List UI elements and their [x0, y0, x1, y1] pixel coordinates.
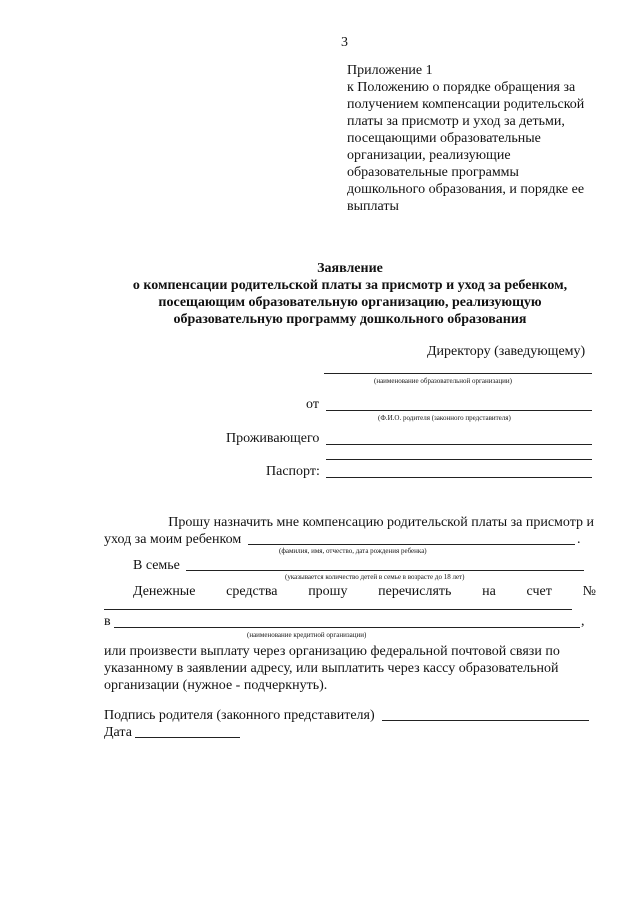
title-line: о компенсации родительской платы за присмотр и уход за ребенком,	[132, 278, 568, 293]
title-line: посещающим образовательную организацию, реализующую	[158, 295, 542, 310]
signature-field[interactable]	[382, 720, 589, 721]
address-field[interactable]	[326, 444, 592, 445]
request-line1: Прошу назначить мне компенсацию родительской платы за присмотр и	[168, 515, 594, 530]
passport-field-line1[interactable]	[326, 459, 592, 460]
bank-name-field[interactable]	[114, 627, 580, 628]
passport-label: Паспорт:	[266, 464, 320, 479]
appendix-line: к Положению о порядке обращения за	[347, 80, 576, 95]
appendix-line: получением компенсации родительской	[347, 97, 585, 112]
family-count-field[interactable]	[186, 570, 584, 571]
money-word: Денежные	[133, 584, 196, 599]
child-name-field[interactable]	[248, 544, 575, 545]
money-transfer-line	[133, 583, 596, 600]
child-hint: (фамилия, имя, отчество, дата рождения ребенка)	[279, 547, 427, 555]
from-label: от	[306, 397, 319, 412]
family-label: В семье	[133, 558, 180, 573]
appendix-line: платы за присмотр и уход за детьми,	[347, 114, 565, 129]
passport-field-line2[interactable]	[326, 477, 592, 478]
appendix-line: посещающими образовательные	[347, 131, 541, 146]
appendix-line: Приложение 1	[347, 63, 433, 78]
org-name-hint: (наименование образовательной организации)	[374, 377, 512, 385]
money-word: прошу	[308, 584, 348, 599]
parent-name-hint: (Ф.И.О. родителя (законного представителя)	[378, 414, 511, 422]
money-word: счет	[526, 584, 552, 599]
money-word: №	[582, 584, 596, 599]
request-line2: уход за моим ребенком	[104, 532, 242, 547]
appendix-block	[347, 62, 584, 215]
parent-name-field[interactable]	[326, 410, 592, 411]
bank-hint: (наименование кредитной организации)	[247, 631, 367, 639]
date-label: Дата	[104, 725, 132, 740]
family-hint: (указывается количество детей в семье в возрасте до 18 лет)	[285, 573, 465, 581]
in-end: ,	[581, 614, 585, 629]
title-line: Заявление	[317, 261, 383, 276]
title-line: образовательную программу дошкольного образования	[173, 312, 527, 327]
money-word: перечислять	[378, 584, 452, 599]
account-number-field[interactable]	[104, 609, 572, 610]
addressee-to: Директору (заведующему)	[427, 344, 586, 359]
alt-line1: или произвести выплату через организацию федеральной почтовой связи по	[104, 644, 560, 659]
residing-label: Проживающего	[226, 431, 320, 446]
request-end: .	[577, 532, 581, 547]
appendix-line: дошкольного образования, и порядке ее	[347, 182, 585, 197]
signature-label: Подпись родителя (законного представителя)	[104, 708, 375, 723]
money-word: на	[482, 584, 496, 599]
appendix-line: образовательные программы	[347, 165, 519, 180]
org-name-field[interactable]	[324, 373, 592, 374]
date-field[interactable]	[135, 737, 240, 738]
alt-line3: организации (нужное - подчеркнуть).	[104, 678, 328, 693]
document-title	[100, 260, 600, 328]
page-number: 3	[341, 35, 348, 50]
in-label: в	[104, 614, 111, 629]
alt-line2: указанному в заявлении адресу, или выплатить через кассу образовательной	[104, 661, 559, 676]
appendix-line: организации, реализующие	[347, 148, 511, 163]
appendix-line: выплаты	[347, 199, 399, 214]
money-word: средства	[226, 584, 278, 599]
